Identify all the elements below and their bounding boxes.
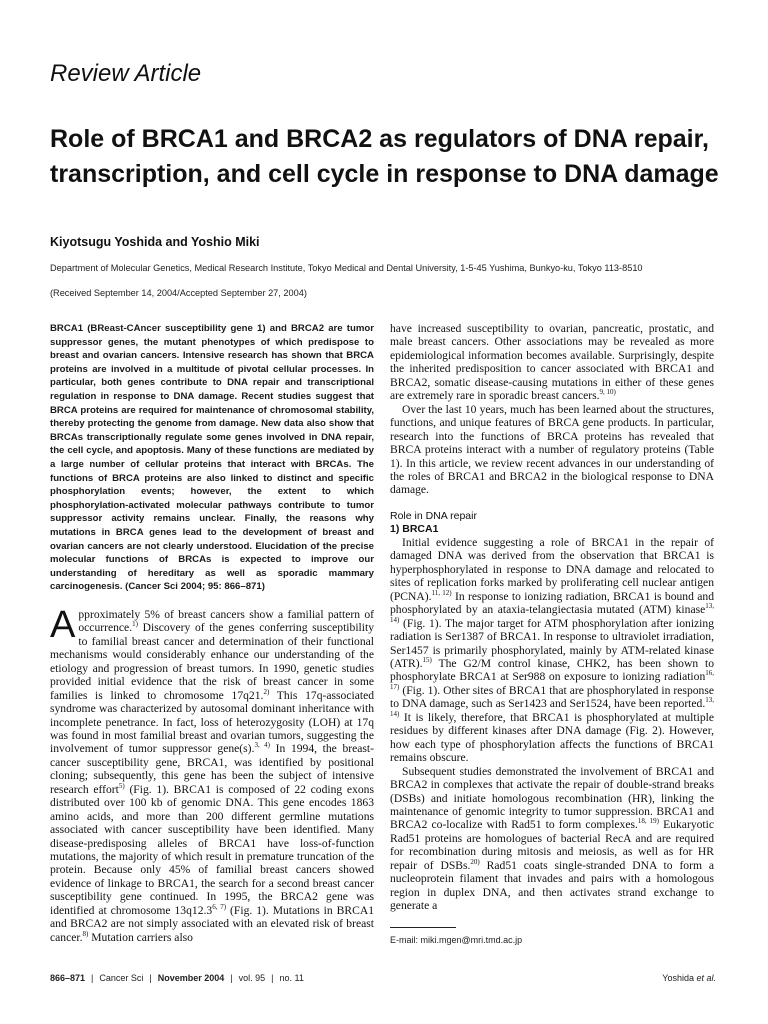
page-range: 866–871 bbox=[50, 973, 86, 983]
paragraph-text: Rad51 coats single-stranded DNA to form a nucleoprotein filament that invades and pairs with a homologous region in duplex DNA, and then activates strand exchange to generate a bbox=[390, 858, 715, 913]
citation: 11, 12) bbox=[431, 588, 452, 597]
issue-month: November 2004 bbox=[157, 973, 225, 983]
citation: 2) bbox=[263, 687, 270, 696]
et-al: et al. bbox=[696, 973, 716, 983]
journal-name: Cancer Sci bbox=[99, 973, 144, 983]
intro-text: (Fig. 1). BRCA1 is composed of 22 coding exons distributed over 100 kb of genomic DNA. This gene encodes 1863 amino acids, and more than 200 different germline mutations associated with cancer susceptibility have been identified. Many disease-predisposing alleles of BRCA1 have loss-of-function mutations, the majority of which result in premature truncation of the protein. Because only 45% of familial breast cancers showed evidence of linkage to BRCA1, the search for a second breast cancer susceptibility gene continued. In 1995, the BRCA2 gene was identified at chromosome 13q12.3 bbox=[50, 782, 374, 917]
body-paragraph bbox=[390, 322, 714, 403]
intro-text: Discovery of the genes conferring susceptibility to familial breast cancer and determination of their functional mechanisms would considerably enhance our understanding of the etiology and progression of breast tumors. In 1990, genetic studies provided initial evidence that the risk of breast cancer in some families is linked to chromosome 17q21. bbox=[50, 621, 374, 702]
intro-text: Mutation carriers also bbox=[88, 930, 193, 944]
separator: | bbox=[149, 973, 152, 983]
body-paragraph bbox=[390, 765, 714, 913]
intro-text: In 1994, the breast-cancer susceptibility gene, BRCA1, was identified by positional cloning; subsequently, this gene has been the subject of intensive research effort bbox=[50, 742, 375, 796]
author-list: Kiyotsugu Yoshida and Yoshio Miki bbox=[50, 235, 260, 249]
separator: | bbox=[91, 973, 94, 983]
separator: | bbox=[271, 973, 274, 983]
body-paragraph bbox=[390, 536, 714, 765]
intro-paragraph bbox=[50, 603, 375, 944]
drop-cap: A bbox=[50, 603, 76, 646]
issue-number: no. 11 bbox=[279, 973, 304, 983]
left-column bbox=[50, 322, 374, 944]
paragraph-text: have increased susceptibility to ovarian, pancreatic, prostatic, and male breast cancers. Other associations may be revealed as more epidemiological information becomes available. Surprisingly, despite the inherited predisposition to cancer associated with BRCA1 and BRCA2, somatic disease-causing mutations in either of these genes are extremely rare in sporadic breast cancers. bbox=[390, 322, 714, 403]
citation: 8) bbox=[82, 929, 89, 938]
body-paragraph: Over the last 10 years, much has been learned about the structures, functions, and unique features of BRCA gene products. In particular, research into the functions of BRCA proteins has revealed that BRCA proteins interact with a number of regulatory proteins (Table 1). In this article, we review recent advances in our understanding of the roles of BRCA1 and BRCA2 in the biological response to DNA damage. bbox=[390, 402, 714, 497]
section-heading: Role in DNA repair bbox=[390, 509, 477, 522]
separator: | bbox=[230, 973, 233, 983]
right-column bbox=[390, 322, 714, 913]
paragraph-text: The G2/M control kinase, CHK2, has been shown to phosphorylate BRCA1 at Ser988 on exposure to ionizing radiation bbox=[390, 656, 714, 684]
citation: 20) bbox=[470, 857, 480, 866]
received-dates: (Received September 14, 2004/Accepted September 27, 2004) bbox=[50, 288, 307, 298]
citation: 1) bbox=[132, 620, 138, 629]
author-surname: Yoshida bbox=[662, 973, 694, 983]
citation: 13, 14) bbox=[390, 602, 714, 624]
volume: vol. 95 bbox=[238, 973, 266, 983]
citation: 18, 19) bbox=[637, 817, 659, 826]
paragraph-text: Eukaryotic Rad51 proteins are homologues of bacterial RecA and are required for recombination during mitosis and meiosis, as well as for HR repair of DSBs. bbox=[390, 818, 714, 872]
paragraph-text: It is likely, therefore, that BRCA1 is phosphorylated at multiple residues by different kinases after DNA damage (Fig. 2). However, how each type of phosphorylation affects the functions of BRCA1 remains obscure. bbox=[390, 710, 714, 765]
citation: 13, 14) bbox=[390, 696, 714, 718]
footnote-divider bbox=[390, 927, 456, 928]
citation: 6, 7) bbox=[212, 902, 227, 911]
intro-text: pproximately 5% of breast cancers show a familial pattern of occurrence. bbox=[78, 607, 374, 635]
citation: 5) bbox=[118, 781, 125, 790]
article-title: Role of BRCA1 and BRCA2 as regulators of DNA repair, transcription, and cell cycle in response to DNA damage bbox=[50, 125, 719, 188]
subsection-heading: 1) BRCA1 bbox=[390, 522, 439, 535]
paragraph-text: Subsequent studies demonstrated the involvement of BRCA1 and BRCA2 in complexes that activate the repair of double-strand breaks (DSBs) and initiate homologous recombination (HR), linking the maintenance of genomic integrity to tumor suppression. BRCA1 and BRCA2 co-localize with Rad51 to form complexes. bbox=[390, 764, 714, 832]
paragraph-text: In response to ionizing radiation, BRCA1 is bound and phosphorylated by an ataxia-telangiectasia mutated (ATM) kinase bbox=[390, 589, 714, 617]
citation: 16, 17) bbox=[390, 669, 714, 692]
citation: 15) bbox=[422, 656, 432, 665]
paragraph-text: (Fig. 1). The major target for ATM phosphorylation after ionizing radiation is Ser1387 of BRCA1. In response to ultraviolet irradiation, Ser1457 is primarily phosphorylated, mainly by ATM-related kinase (ATR). bbox=[390, 616, 714, 670]
correspondence-email: E-mail: miki.mgen@mri.tmd.ac.jp bbox=[390, 935, 523, 945]
citation: 9, 10) bbox=[599, 388, 616, 397]
intro-text: (Fig. 1). Mutations in BRCA1 and BRCA2 are not simply associated with an elevated risk of breast cancer. bbox=[50, 903, 374, 944]
footer-citation bbox=[50, 973, 304, 983]
running-author bbox=[662, 973, 716, 983]
affiliation: Department of Molecular Genetics, Medical Research Institute, Tokyo Medical and Dental University, 1-5-45 Yushima, Bunkyo-ku, Tokyo 113-8510 bbox=[50, 263, 643, 273]
citation: 3, 4) bbox=[254, 741, 271, 750]
abstract: BRCA1 (BReast-CAncer susceptibility gene 1) and BRCA2 are tumor suppressor genes, the mutant phenotypes of which predispose to breast and ovarian cancers. Intensive research has shown that BRCA proteins are involved in a multitude of pivotal cellular processes. In particular, both genes contribute to DNA repair and transcriptional regulation in response to DNA damage. Recent studies suggest that BRCA proteins are required for maintenance of chromosomal stability, thereby protecting the genome from damage. New data also show that BRCAs transcriptionally regulate some genes involved in DNA repair, the cell cycle, and apoptosis. Many of these functions are mediated by a large number of cellular proteins that interact with BRCAs. The functions of BRCA proteins are also linked to distinct and specific phosphorylation events; however, the extent to which phosphorylation-activated molecular pathways contribute to tumor suppressor activity remains unclear. Finally, the reasons why mutations in BRCA genes lead to the development of breast and ovarian cancers are not clearly understood. Elucidation of the precise molecular functions of BRCAs is expected to improve our understanding of hereditary as well as sporadic mammary carcinogenesis. (Cancer Sci 2004; 95: 866–871) bbox=[50, 323, 374, 593]
section-label: Review Article bbox=[50, 60, 202, 87]
intro-text: This 17q-associated syndrome was characterized by autosomal dominant inheritance with incomplete penetrance. In fact, loss of heterozygosity (LOH) at 17q was found in most familial breast and ovarian tumors, suggesting the involvement of tumor suppressor gene(s). bbox=[50, 688, 375, 756]
paragraph-text: Initial evidence suggesting a role of BRCA1 in the repair of damaged DNA was derived from the observation that BRCA1 is hyperphosphorylated in response to DNA damage and relocated to sites of replication forks marked by proliferating cell nuclear antigen (PCNA). bbox=[390, 535, 714, 603]
paragraph-text: (Fig. 1). Other sites of BRCA1 that are phosphorylated in response to DNA damage, such as Ser1423 and Ser1524, have been reported. bbox=[390, 683, 714, 711]
